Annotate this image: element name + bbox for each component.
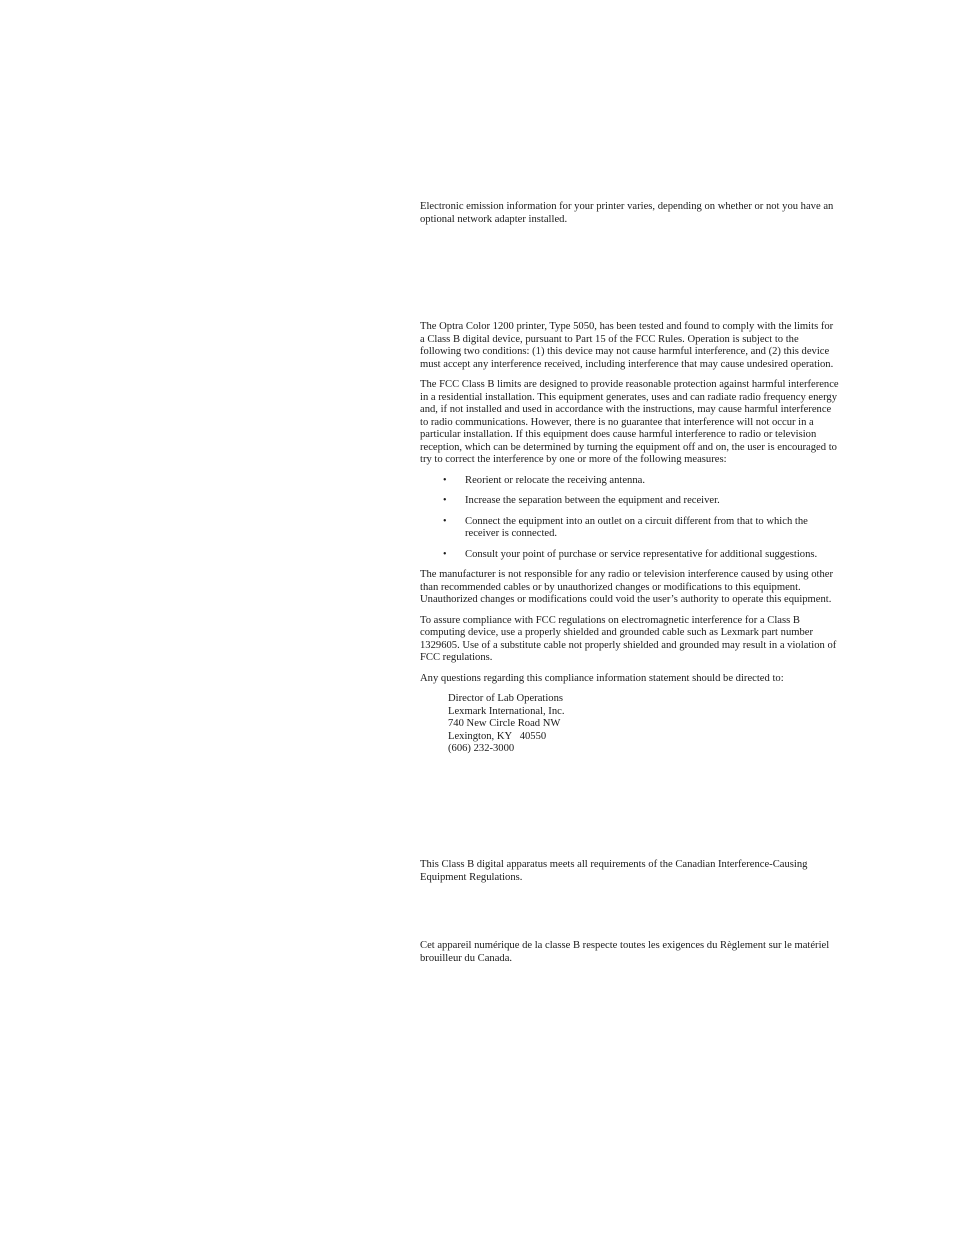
bullet-icon: • [443,515,447,527]
list-item [420,475,840,488]
cable-compliance-paragraph: To assure compliance with FCC regulations on electromagnetic interference for a Class B computing device, use a properly shielded and grounded cable such as Lexmark part number 1329605. Use of a substitute cable not properly shielded and grounded may result in a violation of FCC regulations. [420,614,837,663]
bullet-icon: • [443,495,447,506]
list-item-text: Consult your point of purchase or service representative for additional suggestions. [465,548,818,560]
list-item-text: Reorient or relocate the receiving antenna. [465,474,646,486]
intro-section [420,201,840,226]
list-item [420,495,840,508]
address-line: Lexington, KY 40550 [448,730,547,742]
interference-measures-list [420,475,840,562]
list-item-text: Increase the separation between the equipment and receiver. [465,495,720,506]
canada-english-section [420,859,840,884]
intro-paragraph: Electronic emission information for your printer varies, depending on whether or not you have an optional network adapter installed. [420,201,834,225]
fcc-limits-paragraph: The FCC Class B limits are designed to provide reasonable protection against harmful interference in a residential installation. This equipment generates, uses and can radiate radio frequency energy and, if not installed and used in accordance with the instructions, may cause harmful interference to radio communications. However, there is no guarantee that interference will not occur in a particular installation. If this equipment does cause harmful interference to radio or television reception, which can be determined by turning the equipment off and on, the user is encouraged to try to correct the interference by one or more of the following measures: [420,379,839,465]
bullet-icon: • [443,474,447,486]
list-item [420,549,840,562]
address-line: 740 New Circle Road NW [448,718,561,729]
questions-paragraph: Any questions regarding this compliance information statement should be directed to: [420,672,784,684]
manufacturer-responsibility-paragraph: The manufacturer is not responsible for any radio or television interference caused by using other than recommended cables or by unauthorized changes or modifications to this equipment. Unauthorized changes or modifications could void the user’s authority to operate this equipment. [420,569,834,605]
address-line: (606) 232-3000 [448,743,515,754]
list-item-text: Connect the equipment into an outlet on a circuit different from that to which the receiver is connected. [465,515,808,539]
fcc-compliance-paragraph: The Optra Color 1200 printer, Type 5050, has been tested and found to comply with the limits for a Class B digital device, pursuant to Part 15 of the FCC Rules. Operation is subject to the following two conditions: (1) this device may not cause harmful interference, and (2) this device must accept any interference received, including interference that may cause undesired operation. [420,321,834,370]
bullet-icon: • [443,548,447,560]
canada-french-section [420,940,840,965]
fcc-section [420,321,840,756]
canada-french-paragraph: Cet appareil numérique de la classe B respecte toutes les exigences du Règlement sur le matériel brouilleur du Canada. [420,940,830,964]
list-item [420,516,840,541]
address-line: Director of Lab Operations [448,693,564,704]
contact-address [448,693,840,756]
canada-english-paragraph: This Class B digital apparatus meets all requirements of the Canadian Interference-Causing Equipment Regulations. [420,859,808,883]
address-line: Lexmark International, Inc. [448,705,565,717]
